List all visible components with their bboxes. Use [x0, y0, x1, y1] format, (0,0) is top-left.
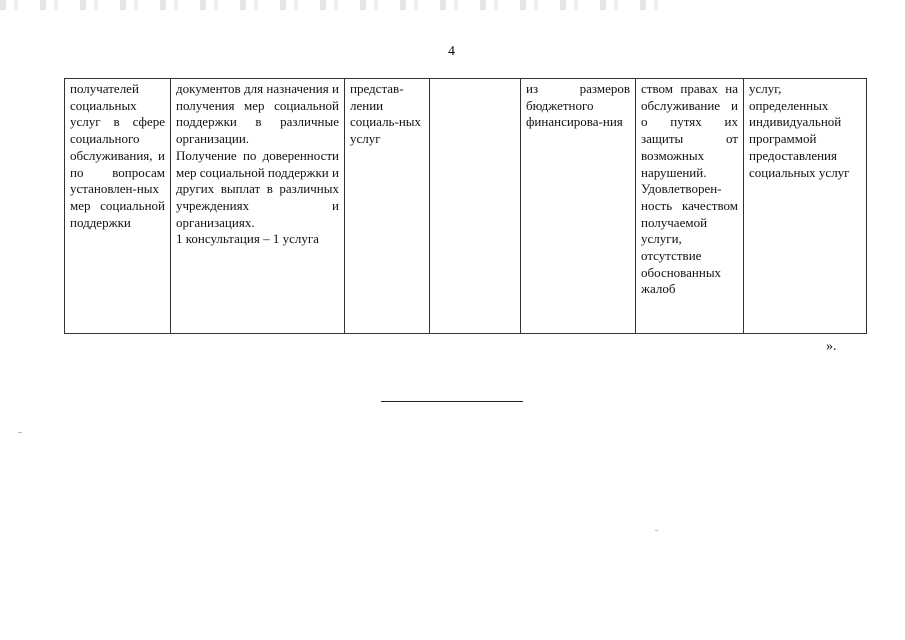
- table-cell-recipients: [65, 79, 171, 334]
- cell-text: представ-лении социаль-ных услуг: [350, 81, 422, 147]
- cell-text: ством правах на обслуживание и о путях их защиты от возможных нарушений. Удовлетворен-ность качеством получаемой услуги, отсутствие обоснованных жалоб: [641, 81, 738, 297]
- scan-dust: [655, 530, 658, 531]
- table-cell-documents: [171, 79, 345, 334]
- cell-text: услуг, определенных индивидуальной программой предоставления социальных услуг: [749, 81, 850, 180]
- cell-text: документов для назначения и получения мер социальной поддержки в различные организации.: [176, 81, 339, 147]
- closing-quote: ».: [826, 339, 837, 354]
- table-cell-funding: [521, 79, 636, 334]
- services-table: [64, 78, 867, 334]
- table-cell-quality: [636, 79, 744, 334]
- cell-text: из размеров бюджетного финансирова-ния: [526, 81, 630, 130]
- separator-line: [381, 401, 523, 402]
- table-cell-empty: [430, 79, 521, 334]
- scan-dust: [18, 432, 22, 433]
- cell-text: получателей социальных услуг в сфере социального обслуживания, и по вопросам установлен-ных мер социальной поддержки: [70, 81, 165, 230]
- table-row: [65, 79, 867, 334]
- cell-text: 1 консультация – 1 услуга: [176, 231, 319, 247]
- table-cell-provision: [345, 79, 430, 334]
- table-cell-program: [744, 79, 867, 334]
- page-number: 4: [448, 44, 455, 59]
- cell-text: Получение по доверенности мер социальной поддержки и других выплат в различных учреждениях и организациях.: [176, 147, 339, 230]
- scan-artifact-top: [0, 0, 660, 10]
